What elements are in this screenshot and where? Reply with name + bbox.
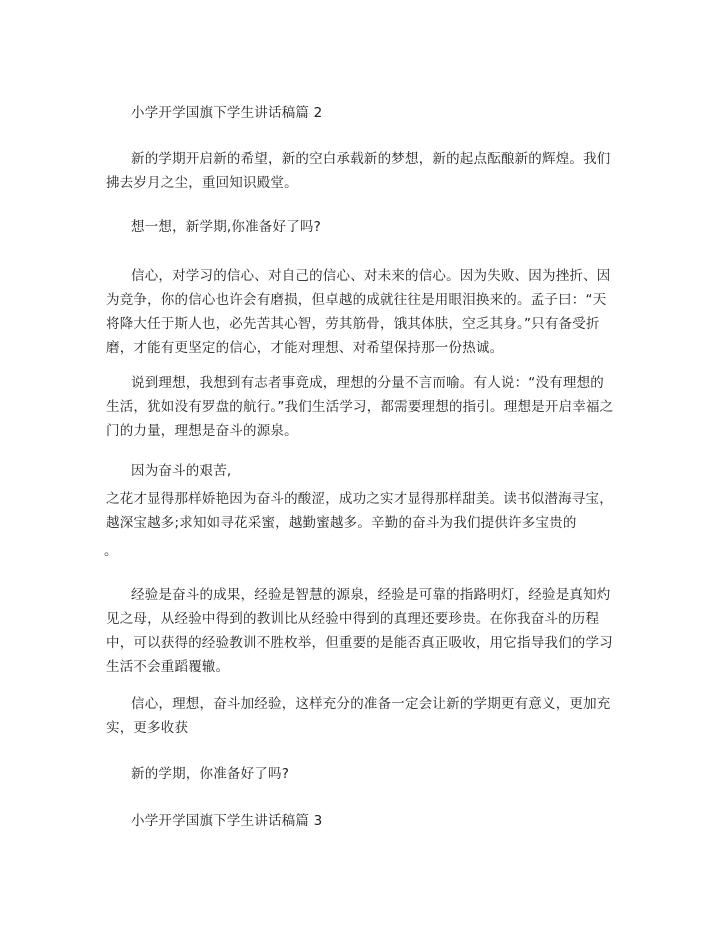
- paragraph-new-term-ready: 新的学期，你准备好了吗?: [131, 766, 290, 782]
- paragraph-confidence: 信心，对学习的信心、对自己的信心、对未来的信心。因为失败、因为挫折、因为竞争，你的信心也许会有磨损，但卓越的成就往往是用眼泪换来的。孟子曰：“天将降大任于斯人也，必先苦其心智，劳其筋骨，饿其体肤，空乏其身。”只有备受折磨，才能有更坚定的信心，才能对理想、对希望保持那一份热诚。: [106, 268, 611, 356]
- paragraph-struggle-body: 之花才显得那样娇艳因为奋斗的酸涩，成功之实才显得那样甜美。读书似潜海寻宝，越深宝越多;求知如寻花采蜜，越勤蜜越多。辛勤的奋斗为我们提供许多宝贵的: [106, 491, 613, 531]
- paragraph-new-semester: 新的学期开启新的希望，新的空白承载新的梦想，新的起点酝酿新的辉煌。我们拂去岁月之尘，重回知识殿堂。: [106, 151, 611, 191]
- section-heading-3: 小学开学国旗下学生讲话稿篇 3: [131, 813, 323, 829]
- paragraph-struggle-start: 因为奋斗的艰苦,: [131, 463, 232, 479]
- paragraph-summary: 信心，理想，奋斗加经验，这样充分的准备一定会让新的学期更有意义，更加充实，更多收获: [106, 696, 611, 736]
- paragraph-experience: 经验是奋斗的成果，经验是智慧的源泉，经验是可靠的指路明灯，经验是真知灼见之母，从经验中得到的教训比从经验中得到的真理还要珍贵。在你我奋斗的历程中，可以获得的经验教训不胜枚举，但重要的是能否真正吸收，用它指导我们的学习生活不会重蹈覆辙。: [106, 587, 613, 675]
- paragraph-are-you-ready: 想一想，新学期,你准备好了吗?: [131, 219, 321, 235]
- paragraph-struggle-end: 。: [104, 543, 118, 559]
- paragraph-ideals: 说到理想，我想到有志者事竟成，理想的分量不言而喻。有人说：“没有理想的生活，犹如没有罗盘的航行。”我们生活学习，都需要理想的指引。理想是开启幸福之门的力量，理想是奋斗的源泉。: [106, 375, 614, 439]
- section-heading-2: 小学开学国旗下学生讲话稿篇 2: [131, 105, 323, 121]
